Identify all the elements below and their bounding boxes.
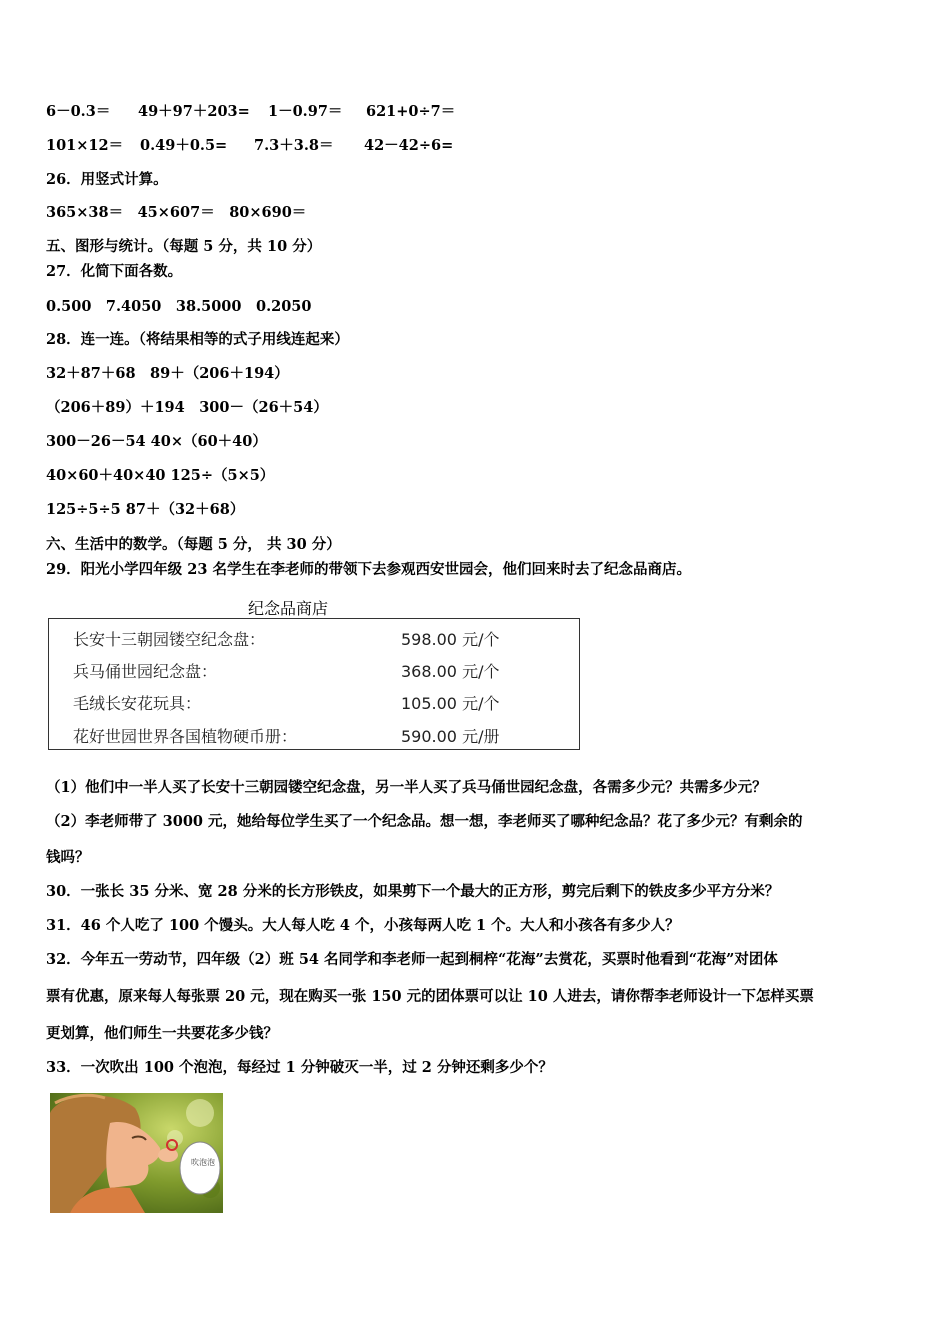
- question-29-part-2: （2）李老师带了 3000 元，她给每位学生买了一个纪念品。想一想，李老师买了哪种纪念品？花了多少元？有剩余的: [46, 813, 803, 830]
- question-26-title: 26．用竖式计算。: [46, 171, 168, 188]
- calc-item: 1－0.97＝: [268, 103, 343, 120]
- question-32-line: 更划算，他们师生一共要花多少钱？: [46, 1025, 278, 1042]
- question-29-part-1: （1）他们中一半人买了长安十三朝园镂空纪念盘，另一半人买了兵马俑世园纪念盘，各需多少元？共需多少元？: [46, 779, 767, 796]
- question-33: 33．一次吹出 100 个泡泡，每经过 1 分钟破灭一半，过 2 分钟还剩多少个？: [46, 1059, 553, 1076]
- question-32-line: 32．今年五一劳动节，四年级（2）班 54 名同学和李老师一起到桐梓“花海”去赏花，买票时他看到“花海”对团体: [46, 951, 778, 968]
- section-6-heading: 六、生活中的数学。（每题 5 分， 共 30 分）: [46, 536, 341, 553]
- calc-row-2: [46, 136, 453, 156]
- question-31: 31．46 个人吃了 100 个馒头。大人每人吃 4 个，小孩每两人吃 1 个。大人和小孩各有多少人？: [46, 917, 680, 934]
- section-5-heading: 五、图形与统计。（每题 5 分，共 10 分）: [46, 238, 322, 255]
- shop-title: 纪念品商店: [248, 599, 329, 618]
- question-28-title: 28．连一连。（将结果相等的式子用线连起来）: [46, 331, 349, 348]
- question-30: 30．一张长 35 分米、宽 28 分米的长方形铁皮，如果剪下一个最大的正方形，剪完后剩下的铁皮多少平方分米？: [46, 883, 780, 900]
- question-29-title: 29．阳光小学四年级 23 名学生在李老师的带领下去参观西安世园会，他们回来时去了纪念品商店。: [46, 561, 691, 578]
- calc-item: 101×12＝: [46, 137, 124, 154]
- question-29-part-2-cont: 钱吗？: [46, 849, 90, 866]
- shop-item: [73, 724, 553, 748]
- shop-item-price: 590.00 元/册: [401, 727, 500, 746]
- question-28-row: 125÷5÷5 87＋（32＋68）: [46, 501, 245, 518]
- calc-item: 6－0.3＝: [46, 103, 111, 120]
- question-28-row: 40×60＋40×40 125÷（5×5）: [46, 467, 275, 484]
- bubble-text: 吹泡泡: [191, 1158, 215, 1167]
- shop-item-price: 105.00 元/个: [401, 694, 500, 713]
- question-28-row: 300－26－54 40×（60＋40）: [46, 433, 267, 450]
- question-27-items: 0.500 7.4050 38.5000 0.2050: [46, 298, 312, 315]
- question-28-row: （206＋89）＋194 300－（26＋54）: [46, 399, 328, 416]
- calc-item: 42－42÷6=: [364, 137, 454, 154]
- photo-illustration: [50, 1093, 223, 1213]
- question-27-title: 27．化简下面各数。: [46, 263, 183, 280]
- question-28-row: 32＋87＋68 89＋（206＋194）: [46, 365, 289, 382]
- question-26-items: 365×38＝ 45×607＝ 80×690＝: [46, 204, 307, 221]
- shop-price-list: [48, 618, 580, 750]
- shop-item-name: 兵马俑世园纪念盘：: [73, 662, 218, 681]
- shop-item-name: 花好世园世界各国植物硬币册：: [73, 727, 298, 746]
- calc-item: 0.49＋0.5=: [140, 137, 228, 154]
- calc-item: 49＋97＋203=: [138, 103, 250, 120]
- shop-item-name: 毛绒长安花玩具：: [73, 694, 202, 713]
- question-32-line: 票有优惠，原来每人每张票 20 元，现在购买一张 150 元的团体票可以让 10 人进去，请你帮李老师设计一下怎样买票: [46, 988, 814, 1005]
- shop-item-price: 368.00 元/个: [401, 662, 500, 681]
- shop-item: [73, 659, 553, 683]
- shop-item: [73, 627, 553, 651]
- shop-item: [73, 691, 553, 715]
- calc-item: 621+0÷7＝: [366, 103, 456, 120]
- bubble-girl-photo: [50, 1093, 223, 1213]
- calc-item: 7.3＋3.8＝: [254, 137, 334, 154]
- shop-item-name: 长安十三朝园镂空纪念盘：: [73, 630, 266, 649]
- shop-item-price: 598.00 元/个: [401, 630, 500, 649]
- calc-row-1: [46, 102, 455, 122]
